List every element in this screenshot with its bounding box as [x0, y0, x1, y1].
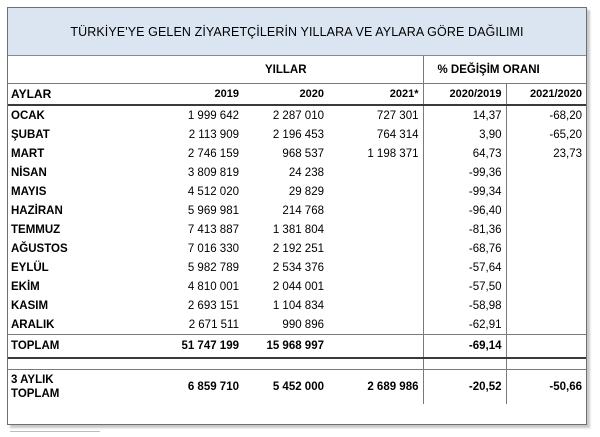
quarter-label-cell — [8, 370, 148, 405]
change-2020-2019-cell: -68,76 — [423, 239, 506, 258]
change-2021-2020-cell — [506, 220, 586, 239]
value-2019-cell: 2 113 909 — [188, 128, 239, 141]
change-2021-2020-cell — [506, 296, 586, 315]
value-2019-cell: 1 999 642 — [187, 109, 239, 122]
quarter-total-row — [8, 370, 586, 405]
statistics-table-frame — [7, 7, 587, 425]
change-2021-2020-cell — [506, 315, 586, 335]
change-2020-2019-cell: -62,91 — [423, 315, 506, 335]
change-2020-2019-cell: -57,64 — [423, 258, 506, 277]
change-group-header: % DEĞİŞİM ORANI — [423, 56, 586, 84]
value-2020-cell: 5 452 000 — [243, 370, 328, 405]
table-row — [8, 220, 586, 239]
value-2021-cell — [328, 335, 423, 359]
table-row — [8, 144, 586, 163]
footnote-line — [10, 428, 100, 434]
value-2020-cell: 2 534 376 — [272, 261, 324, 274]
month-cell: EKİM — [11, 280, 40, 293]
month-cell: ARALIK — [11, 318, 55, 331]
change-2021-2020-header: 2021/2020 — [506, 84, 586, 106]
years-group-header: YILLAR — [265, 63, 307, 76]
value-2021-cell — [328, 201, 423, 220]
value-2019-cell: 7 413 887 — [187, 223, 239, 236]
value-2019-cell: 7 016 330 — [187, 242, 239, 255]
month-cell: OCAK — [11, 109, 45, 122]
value-2019-cell: 3 809 819 — [187, 166, 239, 179]
month-cell: AĞUSTOS — [11, 242, 68, 255]
quarter-label-line1: 3 AYLIK — [11, 374, 54, 386]
change-2020-2019-cell: -58,98 — [423, 296, 506, 315]
value-2019-cell: 2 671 511 — [188, 318, 239, 331]
table-row — [8, 125, 586, 144]
value-2020-cell: 968 537 — [282, 147, 324, 160]
change-2020-2019-cell: -20,52 — [423, 370, 506, 405]
year-2021-header: 2021* — [328, 84, 423, 106]
value-2019-cell: 2 693 151 — [187, 299, 239, 312]
change-2021-2020-cell — [506, 163, 586, 182]
value-2021-cell — [328, 315, 423, 335]
value-2020-cell: 1 381 804 — [272, 223, 324, 236]
change-2020-2019-cell: -57,50 — [423, 277, 506, 296]
month-cell: ŞUBAT — [11, 128, 50, 141]
value-2019-cell: 4 512 020 — [187, 185, 239, 198]
value-2021-cell — [328, 277, 423, 296]
visitors-table — [8, 56, 586, 404]
value-2021-cell — [328, 258, 423, 277]
month-cell: MAYIS — [11, 185, 47, 198]
month-cell: EYLÜL — [11, 261, 49, 274]
value-2019-cell: 2 746 159 — [187, 147, 239, 160]
change-2021-2020-cell — [506, 201, 586, 220]
change-2021-2020-cell: -68,20 — [506, 105, 586, 125]
quarter-label-line2: TOPLAM — [11, 388, 60, 400]
value-2021-cell: 727 301 — [376, 109, 419, 122]
year-2020-header: 2020 — [243, 84, 328, 106]
value-2021-cell — [328, 239, 423, 258]
value-2021-cell — [328, 296, 423, 315]
change-2021-2020-cell: -65,20 — [506, 125, 586, 144]
month-cell: NİSAN — [11, 166, 47, 179]
spacer-row — [8, 358, 586, 370]
month-cell: MART — [11, 147, 45, 160]
table-row — [8, 163, 586, 182]
table-row — [8, 201, 586, 220]
month-cell: TEMMUZ — [11, 223, 61, 236]
change-2021-2020-cell — [506, 335, 586, 359]
change-2020-2019-cell: -69,14 — [423, 335, 506, 359]
table-row — [8, 239, 586, 258]
month-column-header: AYLAR — [8, 84, 148, 106]
value-2021-cell: 1 198 371 — [367, 147, 419, 160]
change-2021-2020-cell — [506, 277, 586, 296]
table-row — [8, 315, 586, 335]
table-row — [8, 296, 586, 315]
change-2020-2019-cell: 3,90 — [423, 125, 506, 144]
value-2020-cell: 2 044 001 — [272, 280, 324, 293]
value-2019-cell: 5 982 789 — [187, 261, 239, 274]
value-2021-cell — [328, 182, 423, 201]
table-title: TÜRKİYE'YE GELEN ZİYARETÇİLERİN YILLARA VE AYLARA GÖRE DAĞILIMI — [8, 8, 586, 56]
value-2020-cell: 29 829 — [288, 185, 324, 198]
table-row — [8, 277, 586, 296]
month-cell: KASIM — [11, 299, 49, 312]
change-2020-2019-header: 2020/2019 — [423, 84, 506, 106]
value-2020-cell: 2 192 251 — [272, 242, 324, 255]
table-row — [8, 182, 586, 201]
value-2020-cell: 1 104 834 — [272, 299, 324, 312]
value-2021-cell — [328, 220, 423, 239]
value-2020-cell: 2 196 453 — [272, 128, 324, 141]
value-2019-cell: 6 859 710 — [148, 370, 243, 405]
change-2021-2020-cell: 23,73 — [506, 144, 586, 163]
change-2021-2020-cell — [506, 239, 586, 258]
change-2020-2019-cell: -81,36 — [423, 220, 506, 239]
change-2021-2020-cell: -50,66 — [506, 370, 586, 405]
total-row — [8, 335, 586, 359]
value-2021-cell: 764 314 — [376, 128, 419, 141]
group-header-row — [8, 56, 586, 84]
value-2020-cell: 990 896 — [282, 318, 324, 331]
change-2020-2019-cell: -96,40 — [423, 201, 506, 220]
value-2021-cell — [328, 163, 423, 182]
value-2020-cell: 15 968 997 — [243, 335, 328, 359]
value-2020-cell: 214 768 — [282, 204, 324, 217]
value-2019-cell: 5 969 981 — [187, 204, 239, 217]
value-2019-cell: 51 747 199 — [148, 335, 243, 359]
value-2019-cell: 4 810 001 — [187, 280, 239, 293]
table-row — [8, 105, 586, 125]
month-cell: TOPLAM — [8, 335, 148, 359]
month-cell: HAZİRAN — [11, 204, 63, 217]
value-2021-cell: 2 689 986 — [328, 370, 423, 405]
value-2020-cell: 24 238 — [288, 166, 324, 179]
change-2020-2019-cell: -99,34 — [423, 182, 506, 201]
change-2020-2019-cell: 14,37 — [423, 105, 506, 125]
table-row — [8, 258, 586, 277]
change-2020-2019-cell: 64,73 — [423, 144, 506, 163]
change-2021-2020-cell — [506, 258, 586, 277]
value-2020-cell: 2 287 010 — [272, 109, 324, 122]
year-2019-header: 2019 — [148, 84, 243, 106]
change-2020-2019-cell: -99,36 — [423, 163, 506, 182]
column-header-row — [8, 84, 586, 106]
change-2021-2020-cell — [506, 182, 586, 201]
